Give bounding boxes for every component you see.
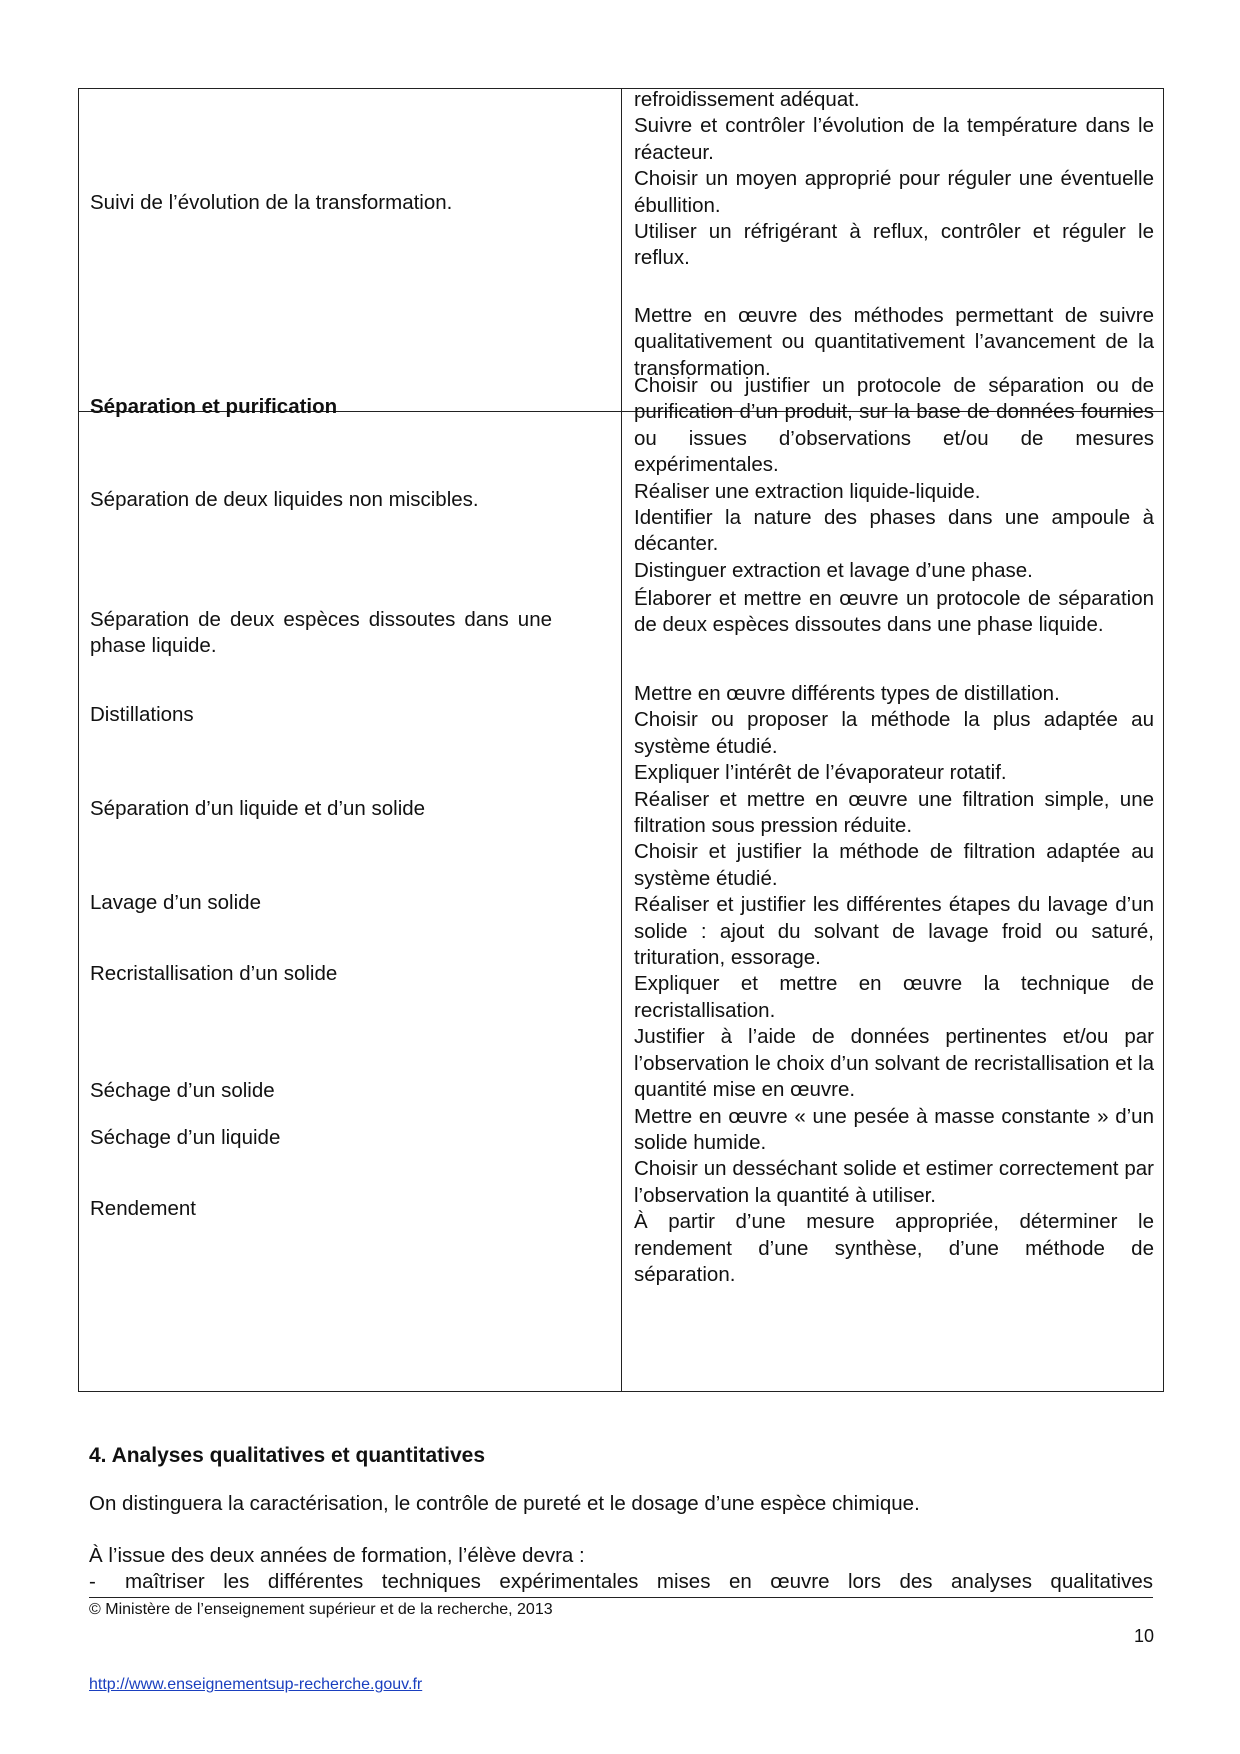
capacity-text: Suivre et contrôler l’évolution de la température dans le réacteur.: [634, 114, 1154, 164]
notion-item: Séparation de deux liquides non miscibles.: [90, 487, 479, 511]
capacity-text: Choisir ou proposer la méthode la plus adaptée au système étudié.: [634, 708, 1154, 758]
section-title-separation: Séparation et purification: [90, 394, 338, 418]
notion-item: Séchage d’un solide: [90, 1078, 275, 1102]
notion-item: Lavage d’un solide: [90, 890, 261, 914]
capacity-text: Choisir un moyen approprié pour réguler une éventuelle ébullition.: [634, 167, 1154, 217]
bullet-text: maîtriser les différentes techniques expérimentales mises en œuvre lors des analyses qualitatives: [125, 1570, 1153, 1593]
bullet-item: [89, 1569, 1153, 1595]
capacity-text: Réaliser une extraction liquide-liquide.: [634, 479, 981, 503]
capacity-text: Choisir ou justifier un protocole de séparation ou de purification d’un produit, sur la base de données fournies ou issues d’observations et/ou de mesures expérimentales.: [634, 374, 1154, 477]
capacity-text: Réaliser et mettre en œuvre une filtration simple, une filtration sous pression réduite.: [634, 787, 1154, 838]
footer-divider: [89, 1597, 1153, 1598]
column-divider: [621, 89, 622, 1391]
notion-item: Séparation de deux espèces dissoutes dans une phase liquide.: [90, 607, 552, 657]
competency-table: [78, 88, 1164, 1392]
section-heading: 4. Analyses qualitatives et quantitatives: [89, 1444, 486, 1467]
capacity-text: Identifier la nature des phases dans une ampoule à décanter.: [634, 506, 1154, 556]
capacity-text: À partir d’une mesure appropriée, déterminer le rendement d’une synthèse, d’une méthode de séparation.: [634, 1210, 1154, 1286]
capacity-text: Réaliser et justifier les différentes étapes du lavage d’un solide : ajout du solvant de lavage froid ou saturé, trituration, essorage.: [634, 893, 1154, 970]
footer-url-link[interactable]: http://www.enseignementsup-recherche.gouv.fr: [89, 1676, 423, 1693]
capacity-text: Justifier à l’aide de données pertinentes et/ou par l’observation le choix d’un solvant de recristallisation et la quantité mise en œuvre.: [634, 1025, 1154, 1102]
notion-suivi-transformation: Suivi de l’évolution de la transformation.: [90, 190, 453, 214]
notion-item: Rendement: [90, 1196, 196, 1220]
row2-capacities-a: [634, 373, 1154, 584]
bullet-dash: -: [89, 1570, 96, 1593]
capacity-text: Mettre en œuvre des méthodes permettant de suivre qualitativement ou quantitativement l’avancement de la transformation.: [634, 304, 1154, 380]
row1-capacities: [634, 87, 1154, 272]
capacity-text: Expliquer l’intérêt de l’évaporateur rotatif.: [634, 761, 1007, 785]
capacity-text: Choisir un desséchant solide et estimer correctement par l’observation la quantité à utiliser.: [634, 1157, 1154, 1207]
notion-item: Séparation d’un liquide et d’un solide: [90, 796, 426, 820]
row2-capacities-b: [634, 586, 1154, 639]
capacity-text: Mettre en œuvre différents types de distillation.: [634, 682, 1060, 705]
capacity-text: Utiliser un réfrigérant à reflux, contrôler et réguler le reflux.: [634, 220, 1154, 270]
notion-item: Recristallisation d’un solide: [90, 961, 338, 985]
footer-copyright: © Ministère de l’enseignement supérieur et de la recherche, 2013: [89, 1601, 553, 1618]
capacity-text: Distinguer extraction et lavage d’une phase.: [634, 558, 1033, 582]
capacity-text: refroidissement adéquat.: [634, 88, 860, 111]
notion-item: Distillations: [90, 702, 194, 726]
row1-capacities-suivi: [634, 303, 1154, 382]
notion-item: Séchage d’un liquide: [90, 1125, 281, 1149]
capacity-text: Choisir et justifier la méthode de filtration adaptée au système étudié.: [634, 840, 1154, 890]
capacity-text: Mettre en œuvre « une pesée à masse constante » d’un solide humide.: [634, 1104, 1154, 1154]
section-intro: On distinguera la caractérisation, le contrôle de pureté et le dosage d’une espèce chimique.: [89, 1492, 920, 1515]
capacity-text: Élaborer et mettre en œuvre un protocole de séparation de deux espèces dissoutes dans une phase liquide.: [634, 587, 1154, 637]
section-lead: À l’issue des deux années de formation, l’élève devra :: [89, 1544, 585, 1567]
page-number: 10: [1133, 1626, 1154, 1646]
row2-capacities-c: [634, 681, 1154, 1288]
capacity-text: Expliquer et mettre en œuvre la technique de recristallisation.: [634, 972, 1154, 1022]
